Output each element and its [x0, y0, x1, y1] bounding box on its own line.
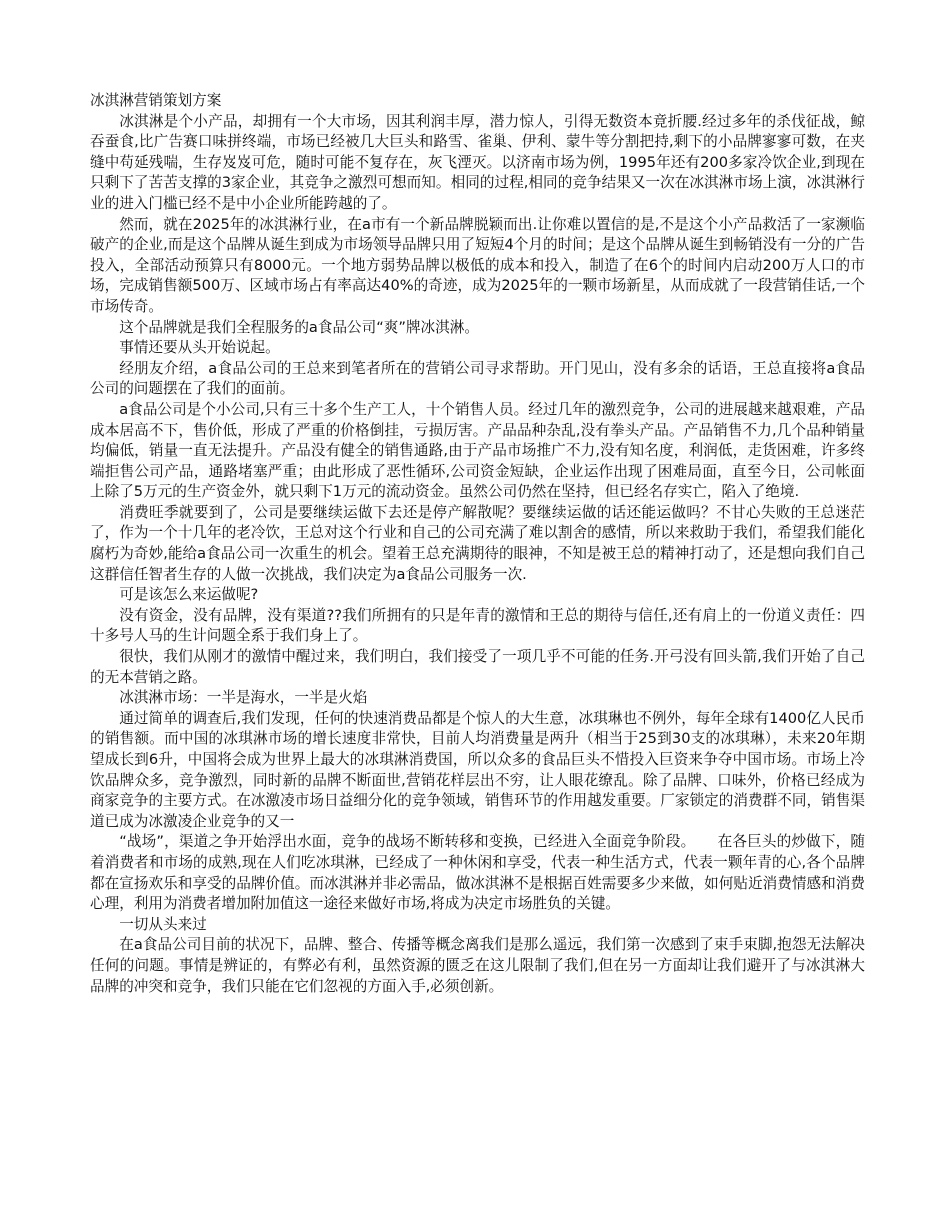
document-body: [90, 91, 865, 997]
section-heading: 冰淇淋市场：一半是海水，一半是火焰: [119, 689, 368, 707]
paragraph: 在a食品公司目前的状况下，品牌、整合、传播等概念离我们是那么遥远，我们第一次感到了束手束脚,抱怨无法解决任何的问题。事情是辨证的，有弊必有利，虽然资源的匮乏在这儿限制了我们,但在另一方面却让我们避开了与冰淇淋大品牌的冲突和竞争，我们只能在它们忽视的方面入手,必须创新。: [90, 936, 865, 995]
paragraph: “战场”，渠道之争开始浮出水面，竞争的战场不断转移和变换，已经进入全面竞争阶段。 在各巨头的炒做下，随着消费者和市场的成熟,现在人们吃冰琪淋，已经成了一种休闲和享受，代表一种生活方式，代表一颗年青的心,各个品牌都在宣扬欢乐和享受的品牌价值。而冰淇淋并非必需品，做冰淇淋不是根据百姓需要多少来做，如何贴近消费情感和消费心理，利用为消费者增加附加值这一途径来做好市场,将成为决定市场胜负的关键。: [90, 833, 865, 913]
paragraph: 冰淇淋是个小产品，却拥有一个大市场，因其利润丰厚，潜力惊人，引得无数资本竟折腰.经过多年的杀伐征战，鲸吞蚕食,比广告赛口味拼终端，市场已经被几大巨头和路雪、雀巢、伊利、蒙牛等分割把持,剩下的小品牌寥寥可数，在夹缝中苟延残喘，生存岌岌可危，随时可能不复存在，灰飞湮灭。以济南市场为例，1995年还有200多家冷饮企业,到现在只剩下了苦苦支撑的3家企业，其竞争之激烈可想而知。相同的过程,相同的竞争结果又一次在冰淇淋市场上演，冰淇淋行业的进入门槛已经不是中小企业所能跨越的了。: [90, 112, 865, 212]
paragraph: 可是该怎么来运做呢?: [119, 586, 259, 604]
paragraph: 通过简单的调查后,我们发现，任何的快速消费品都是个惊人的大生意，冰琪琳也不例外，每年全球有1400亿人民币的销售额。而中国的冰琪淋市场的增长速度非常快，目前人均消费量是两升（相当于25到30支的冰琪琳），未来20年期望成长到6升，中国将会成为世界上最大的冰琪淋消费国，所以众多的食品巨头不惜投入巨资来争夺中国市场。市场上冷饮品牌众多，竞争激烈，同时新的品牌不断面世,营销花样层出不穷，让人眼花缭乱。除了品牌、口味外，价格已经成为商家竞争的主要方式。在冰激凌市场日益细分化的竞争领域，销售环节的作用越发重要。厂家锁定的消费群不同，销售渠道已成为冰激凌企业竞争的又一: [90, 709, 865, 830]
paragraph: 这个品牌就是我们全程服务的a食品公司“爽”牌冰淇淋。: [119, 318, 479, 336]
paragraph: 消费旺季就要到了，公司是要继续运做下去还是停产解散呢？要继续运做的话还能运做吗？不甘心失败的王总迷茫了，作为一个十几年的老冷饮，王总对这个行业和自己的公司充满了难以割舍的感情，所以来救助于我们，希望我们能化腐朽为奇妙,能给a食品公司一次重生的机会。望着王总充满期待的眼神，不知是被王总的精神打动了，还是想向我们自己这群信任智者生存的人做一次挑战，我们决定为a食品公司服务一次.: [90, 503, 865, 583]
paragraph: 然而，就在2025年的冰淇淋行业，在a市有一个新品牌脱颖而出.让你难以置信的是,不是这个小产品救活了一家濒临破产的企业,而是这个品牌从诞生到成为市场领导品牌只用了短短4个月的时间；是这个品牌从诞生到畅销没有一分的广告投入，全部活动预算只有8000元。一个地方弱势品牌以极低的成本和投入，制造了在6个的时间内启动200万人口的市场，完成销售额500万、区域市场占有率高达40%的奇迹，成为2025年的一颗市场新星，从而成就了一段营销佳话,一个市场传奇。: [90, 215, 865, 315]
paragraph: a食品公司是个小公司,只有三十多个生产工人，十个销售人员。经过几年的激烈竞争，公司的进展越来越艰难，产品成本居高不下，售价低，形成了严重的价格倒挂，亏损厉害。产品品种杂乱,没有拳头产品。产品销售不力,几个品种销量均偏低，销量一直无法提升。产品没有健全的销售通路,由于产品市场推广不力,没有知名度，利润低，走货困难，许多终端拒售公司产品，通路堵塞严重；由此形成了恶性循环,公司资金短缺，企业运作出现了困难局面，直至今日，公司帐面上除了5万元的生产资金外，就只剩下1万元的流动资金。虽然公司仍然在坚持，但已经名存实亡，陷入了绝境.: [90, 400, 865, 501]
paragraph: 事情还要从头开始说起。: [119, 339, 280, 357]
document-title: 冰淇淋营销策划方案: [90, 92, 222, 109]
paragraph: 很快，我们从刚才的激情中醒过来，我们明白，我们接受了一项几乎不可能的任务.开弓没有回头箭,我们开始了自己的无本营销之路。: [90, 648, 865, 686]
section-heading: 一切从头来过: [119, 915, 207, 933]
paragraph: 没有资金，没有品牌，没有渠道??我们所拥有的只是年青的激情和王总的期待与信任,还有肩上的一份道义责任：四十多号人马的生计问题全系于我们身上了。: [90, 606, 865, 645]
paragraph: 经朋友介绍，a食品公司的王总来到笔者所在的营销公司寻求帮助。开门见山，没有多余的话语，王总直接将a食品公司的问题摆在了我们的面前。: [90, 359, 865, 398]
